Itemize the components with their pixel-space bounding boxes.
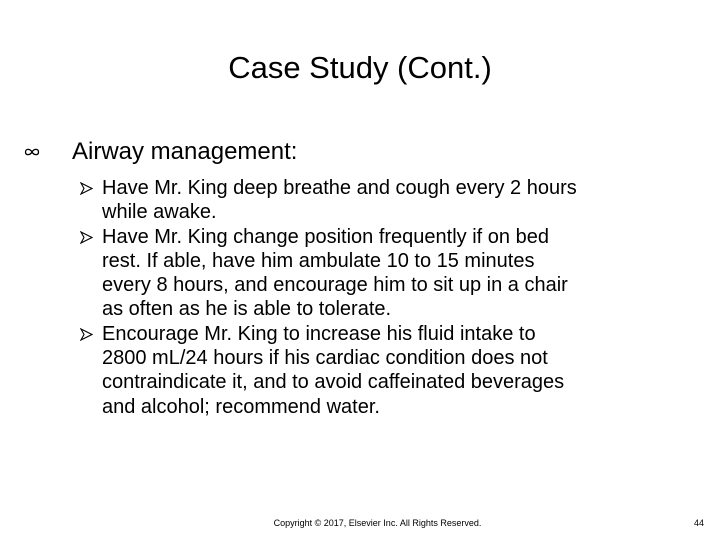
section-heading: Airway management:	[72, 138, 298, 165]
sub-bullet-list	[80, 176, 690, 419]
list-item	[80, 176, 690, 225]
list-item-line: and alcohol; recommend water.	[102, 395, 380, 418]
list-item-line: while awake.	[102, 201, 217, 224]
arrowhead-bullet-icon	[80, 231, 93, 244]
list-item-line: contraindicate it, and to avoid caffeinated beverages	[102, 371, 565, 394]
page-number: 44	[693, 518, 704, 528]
list-item	[80, 225, 690, 322]
arrowhead-bullet-icon	[80, 328, 93, 341]
list-item-line: as often as he is able to tolerate.	[102, 298, 392, 321]
slide-title: Case Study (Cont.)	[228, 50, 492, 85]
list-item-line: Encourage Mr. King to increase his fluid intake to	[102, 322, 536, 345]
list-item	[80, 322, 690, 419]
list-item-line: 2800 mL/24 hours if his cardiac condition does not	[102, 347, 548, 370]
list-item-line: Have Mr. King change position frequently if on bed	[102, 225, 549, 248]
level1-bullet-row	[24, 136, 704, 168]
infinity-icon	[24, 146, 40, 158]
list-item-line: every 8 hours, and encourage him to sit up in a chair	[102, 274, 568, 297]
list-item-line: rest. If able, have him ambulate 10 to 15 minutes	[102, 249, 535, 272]
copyright-footer: Copyright © 2017, Elsevier Inc. All Rights Reserved.	[273, 518, 482, 528]
arrowhead-bullet-icon	[80, 182, 93, 195]
list-item-line: Have Mr. King deep breathe and cough every 2 hours	[102, 177, 577, 199]
